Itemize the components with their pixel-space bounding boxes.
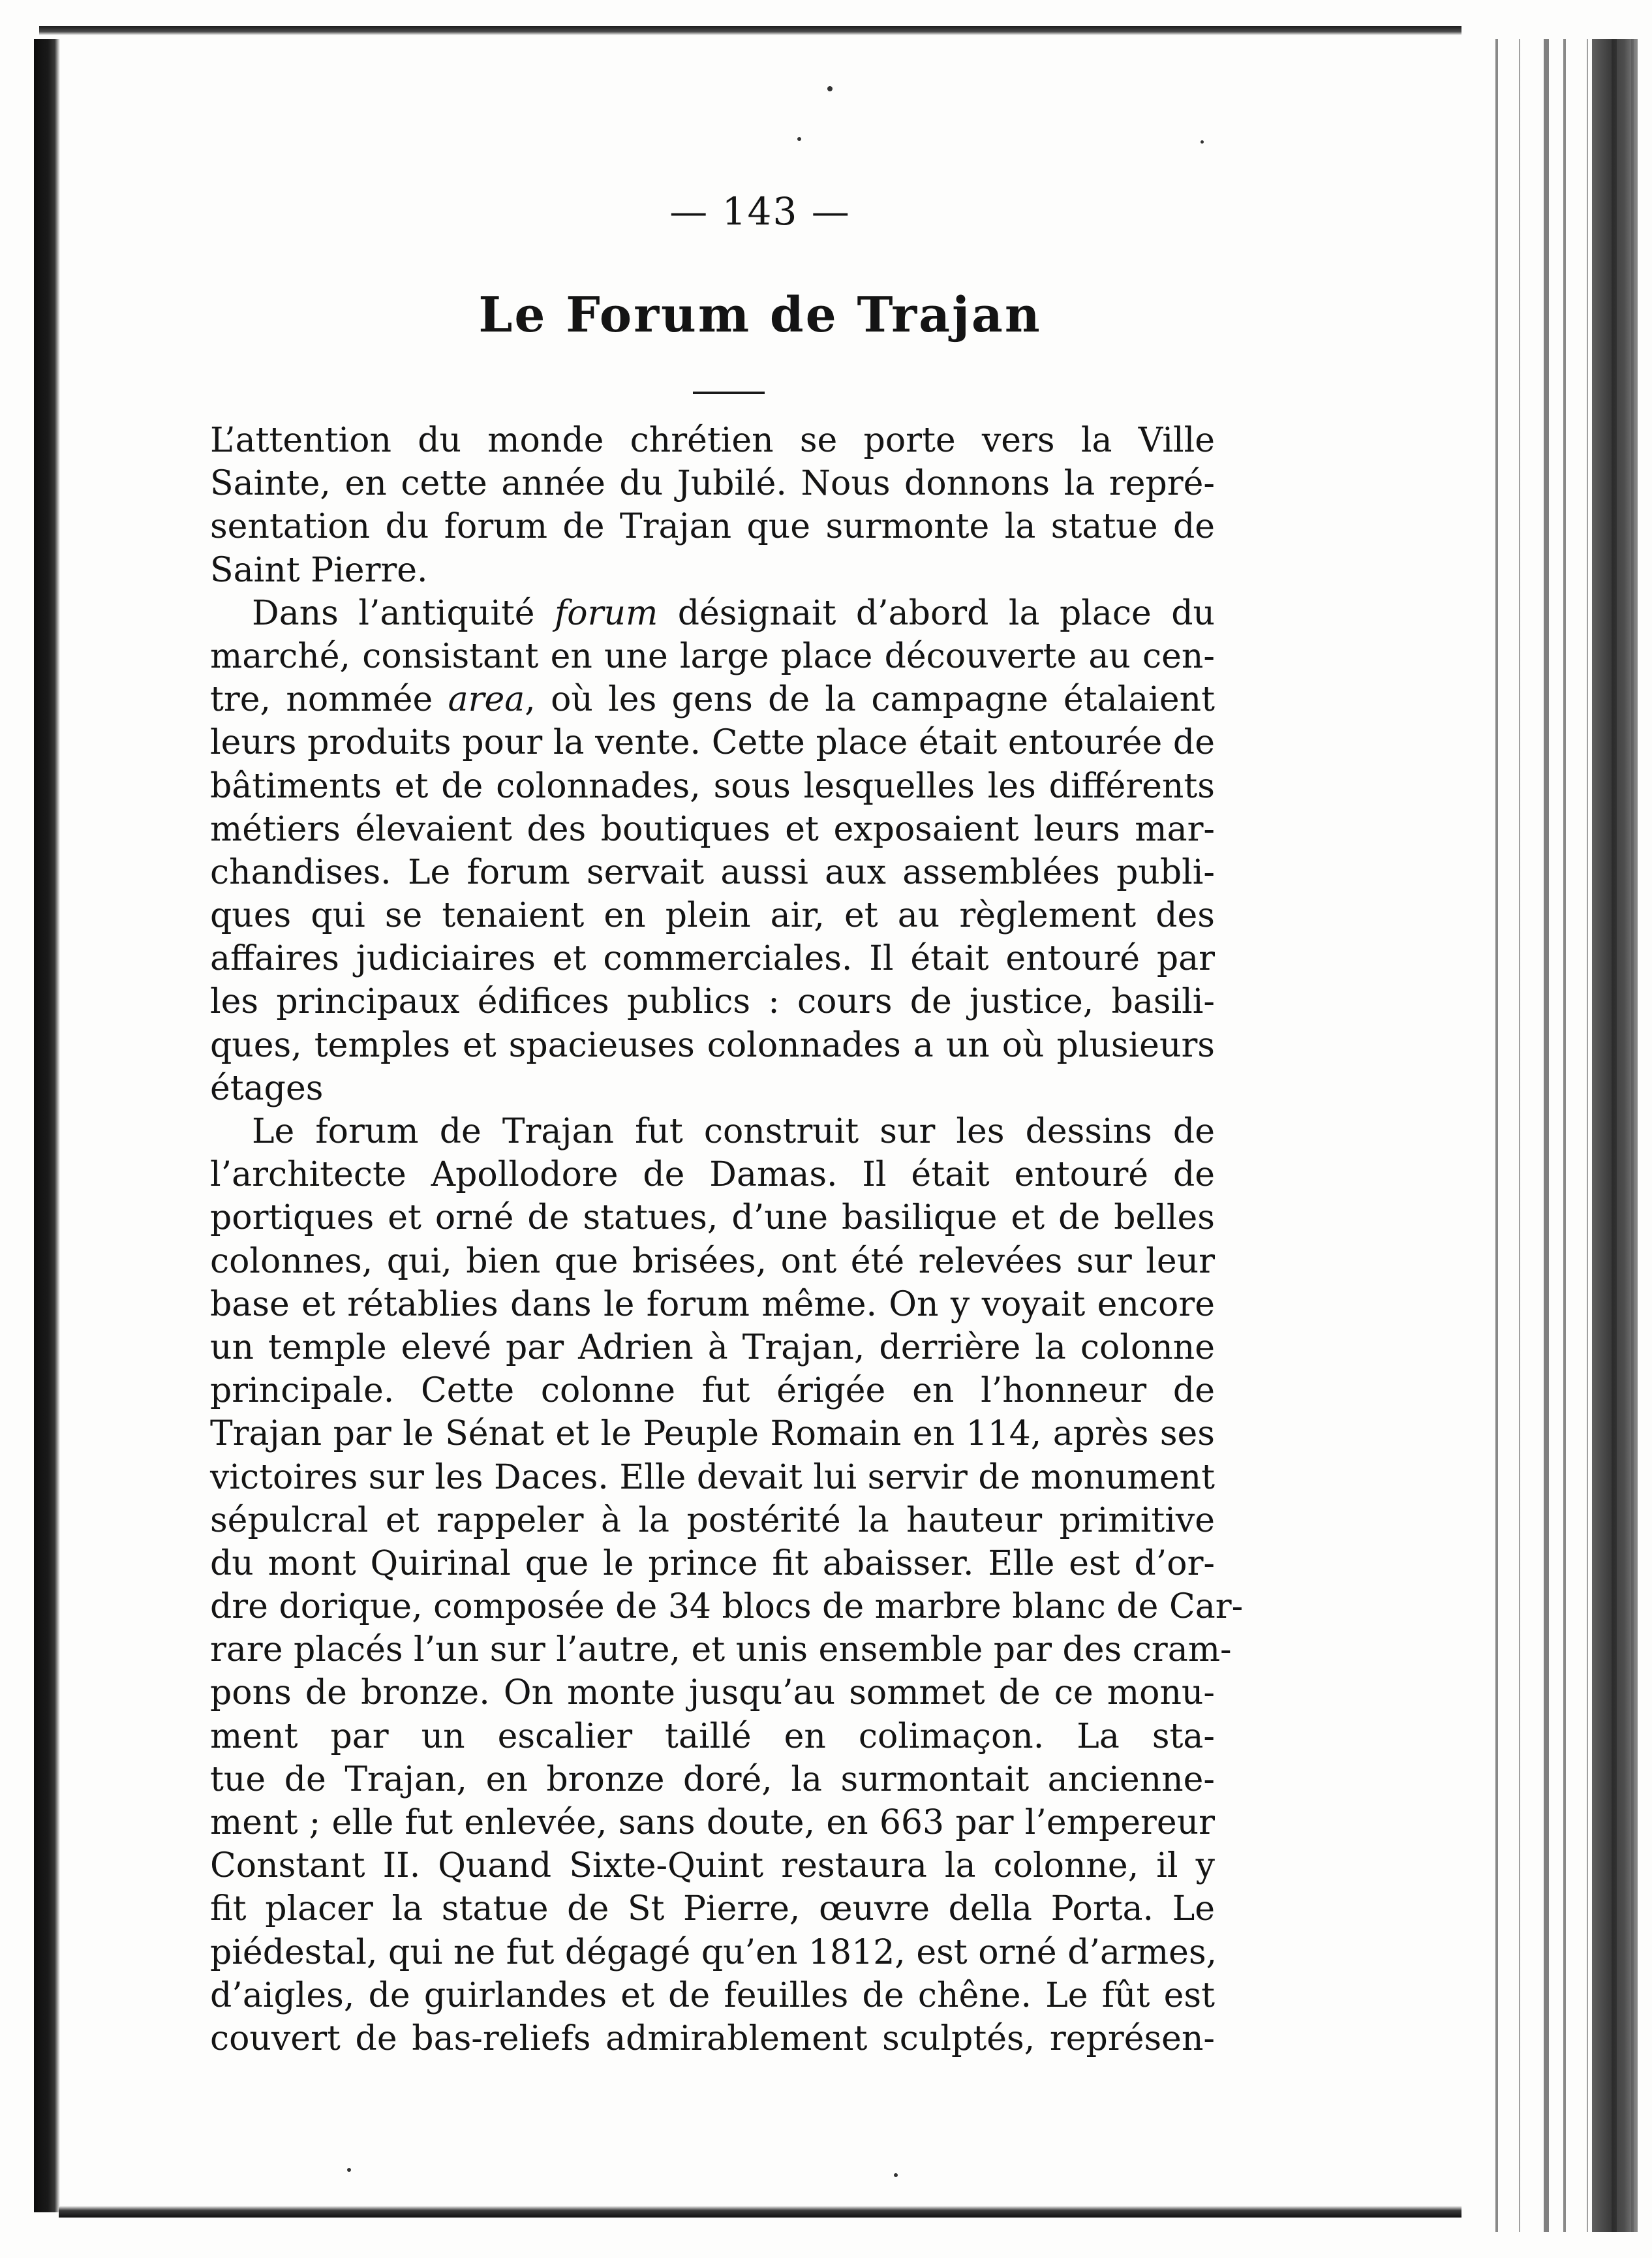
text-line: fit placer la statue de St Pierre, œuvre della Porta. Le [210, 1889, 1215, 1929]
text-line: Sainte, en cette année du Jubilé. Nous donnons la repré- [210, 464, 1215, 504]
text-line: d’aigles, de guirlandes et de feuilles de chêne. Le fût est [210, 1975, 1215, 2015]
text-line: marché, consistant en une large place découverte au cen- [210, 636, 1215, 676]
page-title: Le Forum de Trajan [478, 287, 1042, 343]
scan-edge-left [34, 39, 60, 2212]
text-line: portiques et orné de statues, d’une basilique et de belles [210, 1198, 1215, 1238]
scan-speck [1201, 140, 1204, 144]
page-number: — 143 — [669, 189, 851, 234]
text-line: L’attention du monde chrétien se porte vers la Ville [210, 421, 1215, 460]
scan-speck [894, 2173, 898, 2177]
italic-word: area [448, 680, 525, 720]
text-line: sépulcral et rappeler à la postérité la hauteur primitive [210, 1500, 1215, 1540]
text-line: couvert de bas-reliefs admirablement sculptés, représen- [210, 2018, 1215, 2058]
text-line: leurs produits pour la vente. Cette place était entourée de [210, 723, 1215, 763]
text-line-italic: Dans l’antiquité forum désignait d’abord la place du [252, 593, 1215, 633]
text-line: pons de bronze. On monte jusqu’au sommet de ce monu- [210, 1673, 1215, 1713]
text-line: les principaux édifices publics : cours de justice, basili- [210, 982, 1215, 1022]
text-line: Saint Pierre. [210, 550, 428, 590]
text-line: l’architecte Apollodore de Damas. Il était entouré de [210, 1155, 1215, 1195]
text-line: base et rétablies dans le forum même. On y voyait encore [210, 1284, 1215, 1324]
title-divider [693, 392, 765, 394]
text-line: ques, temples et spacieuses colonnades a un où plusieurs [210, 1025, 1215, 1065]
text-line: principale. Cette colonne fut érigée en l’honneur de [210, 1371, 1215, 1411]
text-line-italic: tre, nommée area, où les gens de la campagne étalaient [210, 680, 1216, 720]
scan-edge-bottom [59, 2206, 1461, 2218]
text-line: piédestal, qui ne fut dégagé qu’en 1812, est orné d’armes, [210, 1932, 1217, 1972]
text-line: sentation du forum de Trajan que surmonte la statue de [210, 507, 1215, 547]
body-text [210, 419, 1244, 2060]
text-line: du mont Quirinal que le prince fit abaisser. Elle est d’or- [210, 1543, 1215, 1583]
text-line: bâtiments et de colonnades, sous lesquelles les différents [210, 766, 1215, 806]
scan-edge-right-binding [1592, 39, 1638, 2232]
scan-edge-top [39, 26, 1461, 35]
scan-speck [797, 137, 801, 141]
text-line: tue de Trajan, en bronze doré, la surmontait ancienne- [210, 1759, 1215, 1799]
text-line: Le forum de Trajan fut construit sur les dessins de [252, 1112, 1215, 1151]
scan-speck [827, 86, 833, 91]
text-line: Trajan par le Sénat et le Peuple Romain en 114, après ses [210, 1414, 1215, 1454]
italic-word: forum [555, 593, 658, 633]
text-line: ques qui se tenaient en plein air, et au règlement des [210, 896, 1215, 936]
scan-speck [347, 2168, 351, 2172]
text-line: rare placés l’un sur l’autre, et unis ensemble par des cram- [210, 1630, 1232, 1670]
text-line: étages [210, 1068, 324, 1108]
text-line: ment par un escalier taillé en colimaçon. La sta- [210, 1716, 1215, 1756]
text-line: affaires judiciaires et commerciales. Il était entouré par [210, 939, 1215, 979]
text-line: dre dorique, composée de 34 blocs de marbre blanc de Car- [210, 1587, 1244, 1627]
text-line: chandises. Le forum servait aussi aux assemblées publi- [210, 852, 1215, 892]
text-line: ment ; elle fut enlevée, sans doute, en 663 par l’empereur [210, 1803, 1215, 1842]
text-line: colonnes, qui, bien que brisées, ont été relevées sur leur [210, 1241, 1215, 1281]
text-line: métiers élevaient des boutiques et exposaient leurs mar- [210, 809, 1215, 849]
text-line: Constant II. Quand Sixte-Quint restaura la colonne, il y [210, 1846, 1215, 1886]
text-line: victoires sur les Daces. Elle devait lui servir de monument [210, 1457, 1215, 1497]
text-line: un temple elevé par Adrien à Trajan, derrière la colonne [210, 1327, 1215, 1367]
